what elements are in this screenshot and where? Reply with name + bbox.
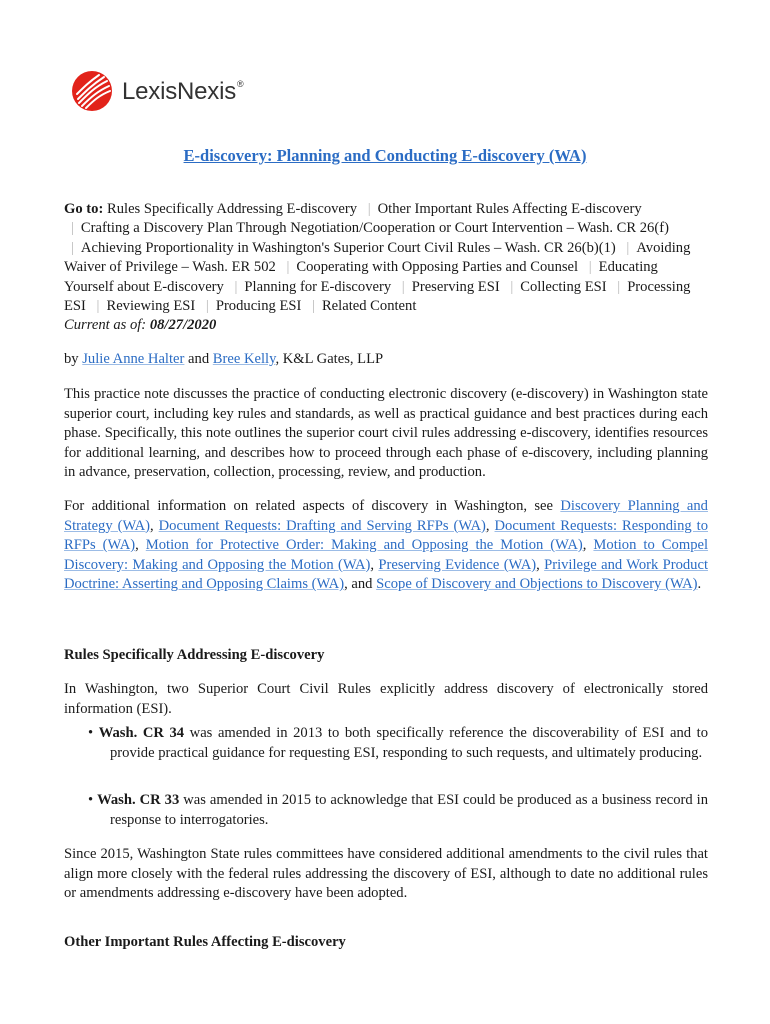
goto-separator: |	[312, 298, 315, 315]
goto-link-producing-esi[interactable]: Producing ESI	[215, 298, 302, 315]
related-link-motion-to-compel-discovery-making-and-opposing-the-motion-wa[interactable]: Motion to Compel Discovery: Making and Opposing the Motion (WA)	[64, 537, 709, 573]
goto-link-rules-specifically-addressing-e-discovery[interactable]: Rules Specifically Addressing E-discovery	[106, 201, 358, 217]
goto-link-other-important-rules-affecting-e-discovery[interactable]: Other Important Rules Affecting E-discovery	[377, 201, 642, 217]
related-links: Discovery Planning and Strategy (WA), Document Requests: Drafting and Serving RFPs (WA), Document Requests: Responding to RFPs (WA), Motion for Protective Order: Making and Opposing the Motion (WA), Motion to Compel Discovery: Making and Opposing the Motion (WA), Preserving Evidence (WA), Privilege and Work Product Doctrine: Asserting and Opposing Claims (WA), and Scope of Discovery and Objections to Discovery (WA).	[64, 498, 709, 593]
bullet-wash-cr-34: • Wash. CR 34 was amended in 2013 to both specifically reference the discoverability of ESI and to provide practical guidance for requesting ESI, responding to such requests, and ultimately producing.	[88, 725, 709, 761]
goto-separator: |	[71, 239, 74, 256]
goto-link-preserving-esi[interactable]: Preserving ESI	[411, 278, 500, 295]
goto-link-avoiding-waiver-of-privilege-wash-er-502[interactable]: Avoiding Waiver of Privilege – Wash. ER 502	[64, 239, 691, 276]
lexisnexis-emblem-icon	[70, 69, 114, 113]
section-heading-other-important-rules: Other Important Rules Affecting E-discovery	[64, 934, 346, 950]
related-discovery-paragraph: For additional information on related aspects of discovery in Washington, see Discovery Planning and Strategy (WA), Document Requests: Drafting and Serving RFPs (WA), Document Requests: Responding to RFPs (WA), Motion for Protective Order: Making and Opposing the Motion (WA), Motion to Compel Discovery: Making and Opposing the Motion (WA), Preserving Evidence (WA), Privilege and Work Product Doctrine: Asserting and Opposing Claims (WA), and Scope of Discovery and Objections to Discovery (WA).	[64, 498, 709, 593]
related-link-privilege-and-work-product-doctrine-asserting-and-opposing-claims-wa[interactable]: Privilege and Work Product Doctrine: Asserting and Opposing Claims (WA)	[64, 556, 709, 593]
goto-separator: |	[401, 278, 405, 295]
section1-intro: In Washington, two Superior Court Civil Rules explicitly address discovery of electronically stored information (ESI).	[64, 681, 708, 717]
goto-separator: |	[71, 220, 74, 237]
current-as-of: Current as of: 08/27/2020	[64, 317, 217, 333]
lexisnexis-logo[interactable]	[70, 68, 243, 114]
goto-link-achieving-proportionality-in-washington-s-superior-court-civil-rules-wash-cr-26-b-1[interactable]: Achieving Proportionality in Washington's Superior Court Civil Rules – Wash. CR 26(b)(1)	[80, 239, 616, 256]
goto-link-educating-yourself-about-e-discovery[interactable]: Educating Yourself about E-discovery	[64, 259, 658, 295]
goto-separator: |	[96, 298, 100, 315]
related-link-discovery-planning-and-strategy-wa[interactable]: Discovery Planning and Strategy (WA)	[64, 498, 708, 534]
goto-link-collecting-esi[interactable]: Collecting ESI	[520, 278, 607, 295]
goto-links	[64, 201, 690, 314]
related-link-preserving-evidence-wa[interactable]: Preserving Evidence (WA)	[378, 556, 537, 573]
related-link-document-requests-drafting-and-serving-rfps-wa[interactable]: Document Requests: Drafting and Serving RFPs (WA)	[158, 517, 486, 534]
goto-label: Go to:	[64, 201, 104, 217]
author-link-julie-anne-halter[interactable]: Julie Anne Halter	[82, 351, 185, 367]
goto-separator: |	[510, 278, 514, 295]
goto-separator: |	[617, 278, 621, 295]
goto-link-crafting-a-discovery-plan-through-negotiation-cooperation-or-court-intervention-wash-cr-26-f[interactable]: Crafting a Discovery Plan Through Negotiation/Cooperation or Court Intervention – Wash. CR 26(f)	[80, 220, 669, 237]
intro-paragraph: This practice note discusses the practice of conducting electronic discovery (e-discovery) in Washington state superior court, including key rules and standards, as well as practical guidance and best practices during each phase. Specifically, this note outlines the superior court civil rules addressing e-discovery, identifies resources for additional learning, and describes how to proceed through each phase of e-discovery, including planning in advance, preservation, collection, processing, review, and production.	[64, 386, 708, 481]
brand-wordmark: LexisNexis®	[122, 78, 244, 105]
goto-separator: |	[588, 259, 592, 276]
goto-link-cooperating-with-opposing-parties-and-counsel[interactable]: Cooperating with Opposing Parties and Counsel	[296, 259, 579, 276]
goto-link-reviewing-esi[interactable]: Reviewing ESI	[106, 298, 196, 315]
section1-closing: Since 2015, Washington State rules committees have considered additional amendments to the civil rules that align more closely with the federal rules addressing the discovery of ESI, although to date no additional rules or amendments addressing e-discovery have been adopted.	[64, 846, 708, 902]
goto-navigation	[64, 200, 708, 316]
related-link-motion-for-protective-order-making-and-opposing-the-motion-wa[interactable]: Motion for Protective Order: Making and Opposing the Motion (WA)	[145, 537, 583, 554]
goto-link-processing-esi[interactable]: Processing ESI	[64, 278, 691, 315]
goto-separator: |	[286, 259, 290, 276]
goto-separator: |	[205, 298, 209, 315]
goto-separator: |	[234, 278, 238, 295]
goto-separator: |	[367, 201, 371, 217]
related-link-scope-of-discovery-and-objections-to-discovery-wa[interactable]: Scope of Discovery and Objections to Discovery (WA)	[376, 576, 698, 593]
author-link-bree-kelly[interactable]: Bree Kelly	[212, 351, 276, 367]
related-link-document-requests-responding-to-rfps-wa[interactable]: Document Requests: Responding to RFPs (WA)	[64, 517, 708, 554]
goto-link-related-content[interactable]: Related Content	[321, 298, 417, 315]
bullet-wash-cr-33: • Wash. CR 33 was amended in 2015 to acknowledge that ESI could be produced as a business record in response to interrogatories.	[88, 792, 709, 828]
current-date: 08/27/2020	[149, 317, 217, 333]
goto-separator: |	[626, 239, 630, 256]
byline: by Julie Anne Halter and Bree Kelly, K&L Gates, LLP	[64, 351, 384, 367]
document-title[interactable]: E-discovery: Planning and Conducting E-discovery (WA)	[183, 146, 587, 165]
section-heading-rules-specifically-addressing: Rules Specifically Addressing E-discovery	[64, 647, 325, 663]
goto-link-planning-for-e-discovery[interactable]: Planning for E-discovery	[244, 278, 392, 295]
